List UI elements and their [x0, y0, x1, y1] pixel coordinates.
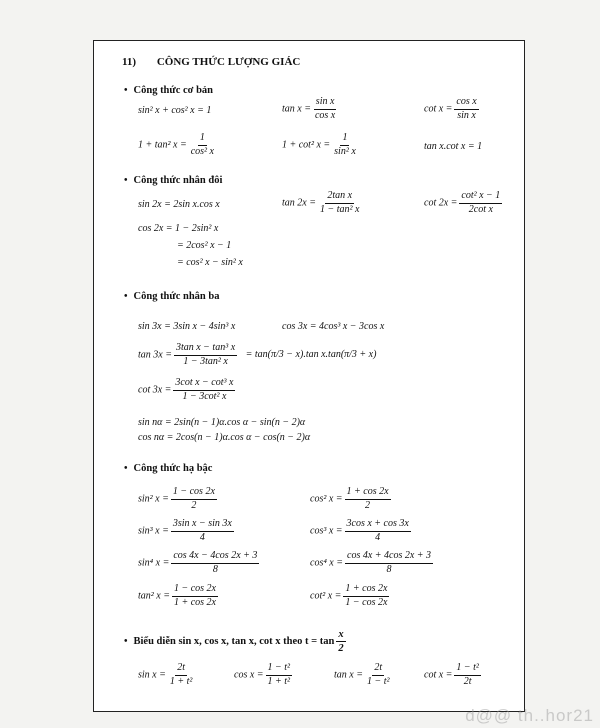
bullet-icon: • — [124, 85, 128, 96]
formula-reduction-3a: sin⁴ x = $\frac{\cos 4x - 4\cos 2x + 3}{8}$ — [138, 550, 258, 575]
formula-double-4: cos 2x = 1 − 2sin² x — [138, 223, 219, 234]
formula-triple-3: tan 3x = $\frac{\text{3tan x − tan³ x}}{\text{1 − 3tan² x}}$ = tan(π/3 − x).tan x.tan(π/3 + x) — [138, 342, 377, 367]
formula-reduction-4a: tan² x = $\frac{1 - \cos 2x}{1 + \cos 2x}$ — [138, 583, 216, 608]
formula-basic-5: 1 + cot² x = $\frac{1}{\text{sin² x}}$ — [282, 132, 356, 157]
formula-tsub-4: cot x = $\frac{\text{1 − t²}}{2t}$ — [424, 662, 479, 687]
section-tsub-heading: • Biểu diễn sin x, cos x, tan x, cot x theo t = tan $\frac{x}{2}$ — [124, 629, 344, 655]
formula-triple-1: sin 3x = 3sin x − 4sin³ x — [138, 321, 236, 332]
heading-number: 11) — [122, 56, 137, 68]
formula-page — [93, 40, 525, 712]
formula-double-2: tan 2x = $\frac{\text{2tan x}}{\text{1 − tan² x}}$ — [282, 190, 360, 215]
formula-reduction-1b: cos² x = $\frac{1 + \cos 2x}{2}$ — [310, 486, 389, 511]
formula-reduction-3b: cos⁴ x = $\frac{\cos 4x + 4\cos 2x + 3}{8}$ — [310, 550, 432, 575]
bullet-icon: • — [124, 175, 128, 186]
bullet-icon: • — [124, 463, 128, 474]
section-basic-heading: • Công thức cơ bản — [124, 85, 214, 96]
formula-basic-1: sin² x + cos² x = 1 — [138, 105, 212, 116]
formula-double-6: = cos² x − sin² x — [177, 257, 243, 268]
formula-tsub-1: sin x = $\frac{2t}{\text{1 + t²}}$ — [138, 662, 193, 687]
formula-double-1: sin 2x = 2sin x.cos x — [138, 199, 220, 210]
formula-reduction-2b: cos³ x = $\frac{\text{3cos x + cos 3x}}{4}$ — [310, 518, 409, 543]
section-triple-heading: • Công thức nhân ba — [124, 291, 220, 302]
formula-reduction-2a: sin³ x = $\frac{\text{3sin x − sin 3x}}{4}$ — [138, 518, 232, 543]
watermark: d@@ th..hor21 — [465, 706, 594, 725]
bullet-icon: • — [124, 291, 128, 302]
section-reduction-heading: • Công thức hạ bậc — [124, 463, 213, 474]
formula-basic-3: cot x = $\frac{\text{cos x}}{\text{sin x}}$ — [424, 96, 477, 121]
formula-double-5: = 2cos² x − 1 — [177, 240, 232, 251]
formula-reduction-4b: cot² x = $\frac{1 + \cos 2x}{1 - \cos 2x}$ — [310, 583, 388, 608]
formula-basic-4: 1 + tan² x = $\frac{1}{\text{cos² x}}$ — [138, 132, 214, 157]
formula-reduction-1a: sin² x = $\frac{1 - \cos 2x}{2}$ — [138, 486, 215, 511]
formula-basic-6: tan x.cot x = 1 — [424, 141, 483, 152]
formula-basic-2: tan x = $\frac{\text{sin x}}{\text{cos x}}$ — [282, 96, 336, 121]
formula-triple-6: cos nα = 2cos(n − 1)α.cos α − cos(n − 2)α — [138, 432, 311, 443]
formula-triple-4: cot 3x = $\frac{\text{3cot x − cot³ x}}{\text{1 − 3cot² x}}$ — [138, 377, 234, 402]
formula-triple-2: cos 3x = 4cos³ x − 3cos x — [282, 321, 385, 332]
bullet-icon: • — [124, 635, 128, 647]
heading-text: CÔNG THỨC LƯỢNG GIÁC — [156, 56, 301, 68]
formula-tsub-3: tan x = $\frac{2t}{\text{1 − t²}}$ — [334, 662, 390, 687]
section-double-heading: • Công thức nhân đôi — [124, 175, 223, 186]
formula-double-3: cot 2x = $\frac{\text{cot² x − 1}}{\text{2cot x}}$ — [424, 190, 501, 215]
formula-triple-5: sin nα = 2sin(n − 1)α.cos α − sin(n − 2)α — [138, 417, 306, 428]
page-heading — [122, 56, 300, 68]
formula-tsub-2: cos x = $\frac{\text{1 − t²}}{\text{1 + t²}}$ — [234, 662, 291, 687]
